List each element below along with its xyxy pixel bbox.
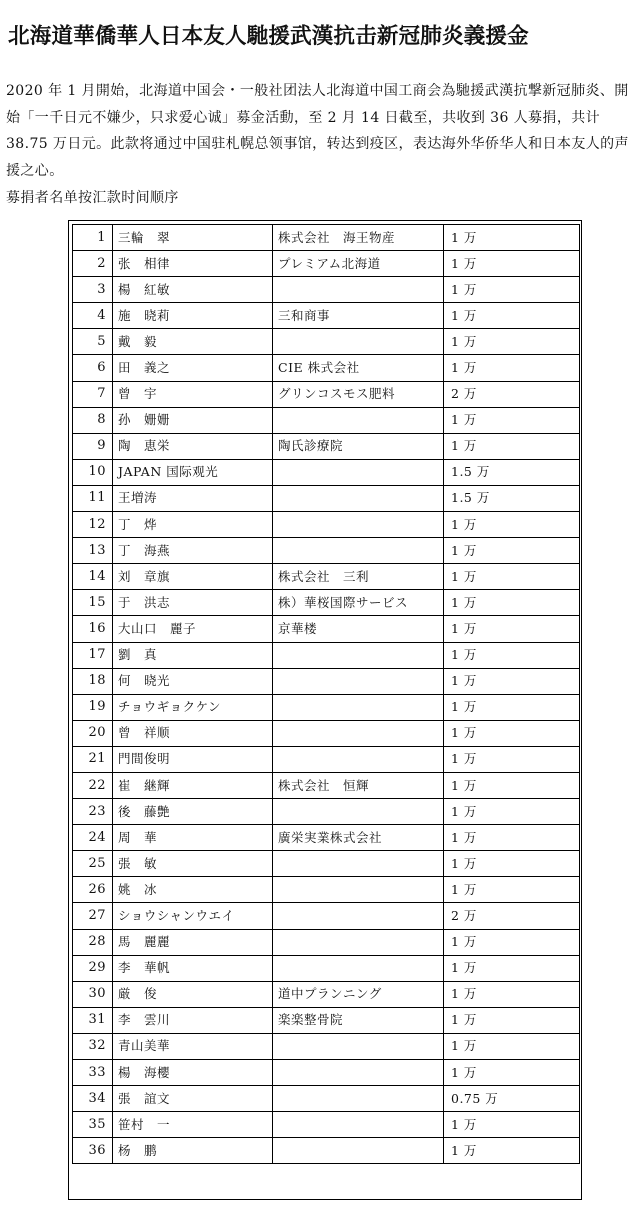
table-row: [73, 616, 580, 642]
donor-number: 21: [73, 746, 113, 772]
donor-number: 29: [73, 955, 113, 981]
donor-amount: 1 万: [444, 825, 580, 851]
donor-amount: 1 万: [444, 564, 580, 590]
donor-organization: [273, 1112, 444, 1138]
table-row: [73, 825, 580, 851]
donor-table-body: [73, 225, 580, 1164]
donor-name: 張 敏: [113, 851, 273, 877]
donor-organization: 株式会社 三利: [273, 564, 444, 590]
donor-name: 周 華: [113, 825, 273, 851]
donor-name: 崔 継輝: [113, 772, 273, 798]
donor-number: 16: [73, 616, 113, 642]
donor-amount: 1 万: [444, 538, 580, 564]
donor-number: 20: [73, 720, 113, 746]
donor-name: 厳 俊: [113, 981, 273, 1007]
donor-amount: 1 万: [444, 955, 580, 981]
donor-amount: 1 万: [444, 329, 580, 355]
table-row: [73, 277, 580, 303]
donor-amount: 0.75 万: [444, 1086, 580, 1112]
table-row: [73, 538, 580, 564]
donor-organization: プレミアム北海道: [273, 251, 444, 277]
donor-number: 3: [73, 277, 113, 303]
donor-organization: [273, 668, 444, 694]
donor-name: 曾 宇: [113, 381, 273, 407]
donor-name: 丁 烨: [113, 512, 273, 538]
table-row: [73, 251, 580, 277]
donor-number: 34: [73, 1086, 113, 1112]
donor-name: 于 洪志: [113, 590, 273, 616]
donor-organization: [273, 642, 444, 668]
donor-name: 青山美華: [113, 1033, 273, 1059]
donor-amount: 1 万: [444, 642, 580, 668]
donor-number: 24: [73, 825, 113, 851]
donor-name: チョウギョクケン: [113, 694, 273, 720]
donor-number: 32: [73, 1033, 113, 1059]
donor-amount: 1.5 万: [444, 485, 580, 511]
table-row: [73, 1033, 580, 1059]
donor-organization: [273, 720, 444, 746]
table-row: [73, 720, 580, 746]
table-row: [73, 929, 580, 955]
donor-name: 姚 冰: [113, 877, 273, 903]
donor-amount: 1 万: [444, 590, 580, 616]
donor-name: 曾 祥顺: [113, 720, 273, 746]
donor-number: 15: [73, 590, 113, 616]
donor-amount: 1 万: [444, 251, 580, 277]
donor-name: 王増涛: [113, 485, 273, 511]
donor-amount: 1 万: [444, 799, 580, 825]
donor-name: 陶 恵栄: [113, 433, 273, 459]
table-row: [73, 772, 580, 798]
donor-organization: [273, 1060, 444, 1086]
donor-number: 14: [73, 564, 113, 590]
donor-amount: 1 万: [444, 772, 580, 798]
donor-organization: [273, 877, 444, 903]
donor-number: 33: [73, 1060, 113, 1086]
table-row: [73, 355, 580, 381]
donor-number: 27: [73, 903, 113, 929]
donor-organization: 株式会社 恒輝: [273, 772, 444, 798]
table-row: [73, 1060, 580, 1086]
table-row: [73, 1112, 580, 1138]
donor-amount: 1 万: [444, 877, 580, 903]
donor-name: 張 誼文: [113, 1086, 273, 1112]
donor-organization: [273, 694, 444, 720]
donor-table-frame: [68, 220, 582, 1200]
table-row: [73, 799, 580, 825]
donor-organization: [273, 1086, 444, 1112]
donor-organization: [273, 746, 444, 772]
table-row: [73, 981, 580, 1007]
table-row: [73, 746, 580, 772]
donor-organization: [273, 955, 444, 981]
table-row: [73, 564, 580, 590]
donor-organization: CIE 株式会社: [273, 355, 444, 381]
table-row: [73, 955, 580, 981]
donor-number: 22: [73, 772, 113, 798]
donor-number: 8: [73, 407, 113, 433]
donor-organization: [273, 459, 444, 485]
donor-number: 11: [73, 485, 113, 511]
donor-number: 17: [73, 642, 113, 668]
donor-amount: 2 万: [444, 903, 580, 929]
donor-number: 23: [73, 799, 113, 825]
donor-number: 2: [73, 251, 113, 277]
donor-number: 19: [73, 694, 113, 720]
table-row: [73, 851, 580, 877]
donor-name: 田 義之: [113, 355, 273, 381]
page-title: 北海道華僑華人日本友人馳援武漢抗击新冠肺炎義援金: [8, 24, 529, 49]
donor-number: 25: [73, 851, 113, 877]
donor-name: 後 藤艶: [113, 799, 273, 825]
donor-amount: 1 万: [444, 668, 580, 694]
donor-name: 丁 海燕: [113, 538, 273, 564]
donor-name: 李 雲川: [113, 1007, 273, 1033]
donor-amount: 1 万: [444, 981, 580, 1007]
donor-name: 杨 鹏: [113, 1138, 273, 1164]
table-row: [73, 459, 580, 485]
donor-number: 26: [73, 877, 113, 903]
donor-organization: [273, 485, 444, 511]
table-row: [73, 407, 580, 433]
donor-name: 刘 章旗: [113, 564, 273, 590]
donor-name: 施 晓莉: [113, 303, 273, 329]
list-caption: 募捐者名单按汇款时间顺序: [6, 190, 179, 206]
donor-organization: [273, 929, 444, 955]
donor-number: 4: [73, 303, 113, 329]
donor-number: 6: [73, 355, 113, 381]
table-row: [73, 485, 580, 511]
donor-name: ショウシャンウエイ: [113, 903, 273, 929]
donor-number: 5: [73, 329, 113, 355]
donor-amount: 1.5 万: [444, 459, 580, 485]
donor-amount: 1 万: [444, 225, 580, 251]
donor-number: 7: [73, 381, 113, 407]
table-row: [73, 433, 580, 459]
table-row: [73, 877, 580, 903]
table-row: [73, 1007, 580, 1033]
donor-organization: [273, 329, 444, 355]
donor-organization: 株式会社 海王物産: [273, 225, 444, 251]
donor-name: 何 晓光: [113, 668, 273, 694]
donor-amount: 1 万: [444, 512, 580, 538]
donor-name: 楊 紅敏: [113, 277, 273, 303]
donor-organization: [273, 277, 444, 303]
donor-table: [72, 224, 580, 1164]
intro-text: 2020 年 1 月開始，北海道中国会・一般社团法人北海道中国工商会為馳援武漢抗撃新冠肺炎、開始「一千日元不嫌少，只求爱心诚」募金活動，至 2 月 14 日截至，共收到 36 人募捐，共计 38.75 万日元。此款将通过中国驻札幌总领事馆，转达到疫区，表达海外华侨华人和日本友人的声援之心。: [6, 83, 629, 179]
donor-name: JAPAN 国际观光: [113, 459, 273, 485]
donor-name: 門間俊明: [113, 746, 273, 772]
donor-amount: 1 万: [444, 694, 580, 720]
donor-amount: 1 万: [444, 1112, 580, 1138]
donor-name: 戴 毅: [113, 329, 273, 355]
donor-organization: 陶氏診療院: [273, 433, 444, 459]
donor-number: 12: [73, 512, 113, 538]
table-row: [73, 694, 580, 720]
table-row: [73, 642, 580, 668]
donor-organization: 三和商事: [273, 303, 444, 329]
donor-amount: 1 万: [444, 277, 580, 303]
donor-amount: 1 万: [444, 1138, 580, 1164]
donor-amount: 1 万: [444, 1033, 580, 1059]
donor-number: 28: [73, 929, 113, 955]
table-row: [73, 903, 580, 929]
donor-name: 劉 真: [113, 642, 273, 668]
donor-organization: 道中プランニング: [273, 981, 444, 1007]
donor-name: 三輪 翠: [113, 225, 273, 251]
donor-organization: [273, 799, 444, 825]
donor-amount: 2 万: [444, 381, 580, 407]
donor-name: 馬 麗麗: [113, 929, 273, 955]
donor-amount: 1 万: [444, 1060, 580, 1086]
donor-organization: [273, 903, 444, 929]
donor-name: 李 華帆: [113, 955, 273, 981]
donor-amount: 1 万: [444, 433, 580, 459]
donor-amount: 1 万: [444, 720, 580, 746]
donor-organization: 楽楽整骨院: [273, 1007, 444, 1033]
donor-amount: 1 万: [444, 851, 580, 877]
donor-number: 9: [73, 433, 113, 459]
donor-amount: 1 万: [444, 1007, 580, 1033]
table-row: [73, 512, 580, 538]
donor-amount: 1 万: [444, 407, 580, 433]
table-row: [73, 1138, 580, 1164]
donor-amount: 1 万: [444, 355, 580, 381]
donor-amount: 1 万: [444, 746, 580, 772]
donor-organization: [273, 538, 444, 564]
table-row: [73, 668, 580, 694]
donor-amount: 1 万: [444, 616, 580, 642]
table-row: [73, 303, 580, 329]
donor-organization: [273, 1138, 444, 1164]
table-row: [73, 590, 580, 616]
table-row: [73, 1086, 580, 1112]
donor-name: 大山口 麗子: [113, 616, 273, 642]
table-row: [73, 381, 580, 407]
donor-amount: 1 万: [444, 929, 580, 955]
donor-number: 30: [73, 981, 113, 1007]
donor-organization: [273, 512, 444, 538]
donor-organization: [273, 851, 444, 877]
donor-amount: 1 万: [444, 303, 580, 329]
donor-organization: 株）華桜国際サービス: [273, 590, 444, 616]
donor-number: 1: [73, 225, 113, 251]
intro-paragraph: [6, 78, 632, 184]
donor-number: 36: [73, 1138, 113, 1164]
donor-number: 10: [73, 459, 113, 485]
table-row: [73, 225, 580, 251]
donor-organization: グリンコスモス肥料: [273, 381, 444, 407]
donor-organization: [273, 1033, 444, 1059]
donor-organization: [273, 407, 444, 433]
donor-number: 13: [73, 538, 113, 564]
donor-organization: 京華楼: [273, 616, 444, 642]
table-row: [73, 329, 580, 355]
donor-number: 18: [73, 668, 113, 694]
donor-name: 孙 姗姗: [113, 407, 273, 433]
donor-name: 笹村 一: [113, 1112, 273, 1138]
donor-organization: 廣栄実業株式会社: [273, 825, 444, 851]
donor-name: 张 相律: [113, 251, 273, 277]
donor-number: 35: [73, 1112, 113, 1138]
donor-name: 楊 海櫻: [113, 1060, 273, 1086]
donor-number: 31: [73, 1007, 113, 1033]
